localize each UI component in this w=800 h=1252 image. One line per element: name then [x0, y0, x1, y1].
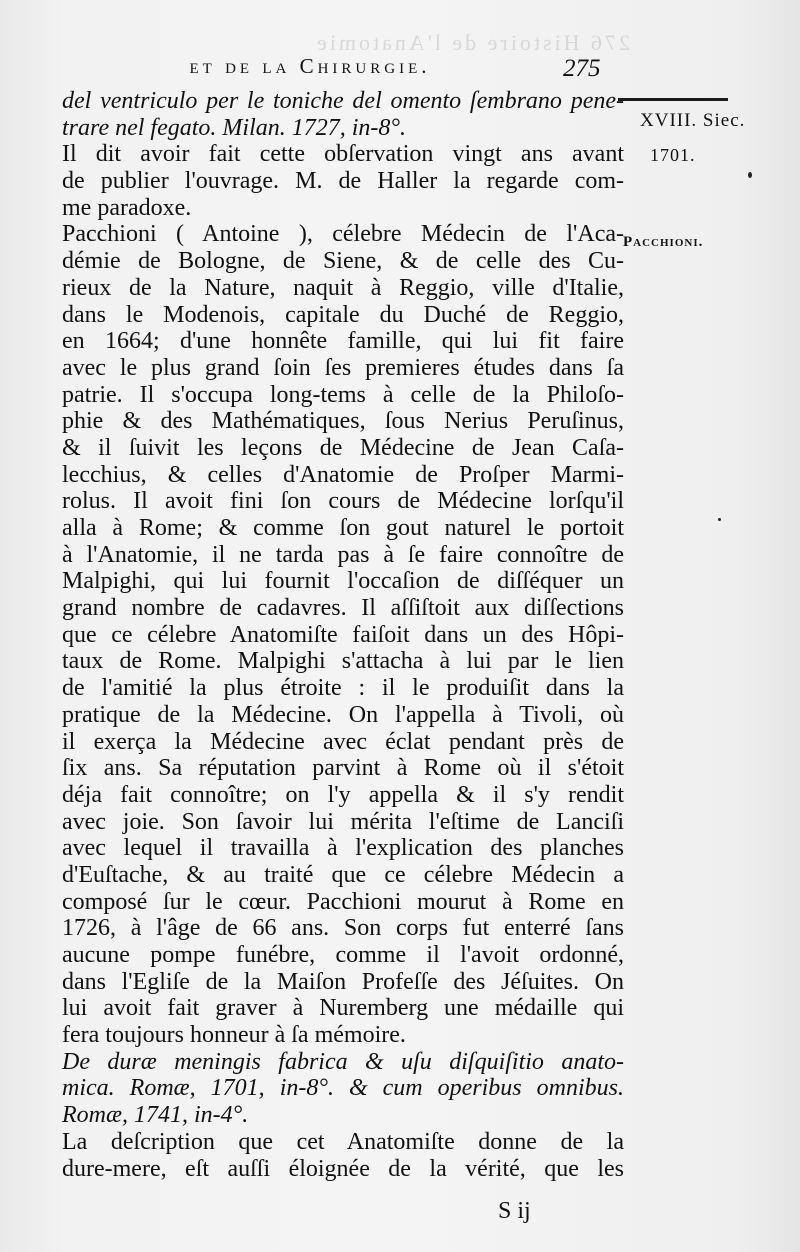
text-line: il exerça la Médecine avec éclat pendant près de	[62, 728, 624, 755]
text-line: La deſcription que cet Anatomiſte donne de la	[62, 1128, 624, 1155]
running-head-title: et de la Chirurgie.	[189, 54, 431, 78]
text-line: avec le plus grand ſoin ſes premieres études dans ſa	[62, 354, 624, 381]
text-line: avec joie. Son ſavoir lui mérita l'eſtime de Lanciſi	[62, 808, 624, 835]
text-line: trare nel fegato. Milan. 1727, in-8°.	[62, 114, 407, 141]
citation-line: De duræ meningis fabrica & uſu diſquiſitio anato-	[62, 1048, 624, 1075]
text-line: à l'Anatomie, il ne tarda pas à ſe faire connoître de	[62, 541, 624, 568]
text-line: avec lequel il travailla à l'explication des planches	[62, 835, 624, 862]
text-line: fera toujours honneur à ſa mémoire.	[62, 1022, 406, 1049]
text-line: démie de Bologne, de Siene, & de celle des Cu-	[62, 248, 624, 275]
text-line: lui avoit fait graver à Nuremberg une médaille qui	[62, 995, 624, 1022]
signature-mark: S ij	[498, 1198, 531, 1224]
text-line: Pacchioni ( Antoine ), célebre Médecin de l'Aca-	[62, 221, 624, 248]
text-line: pratique de la Médecine. On l'appella à Tivoli, où	[62, 701, 624, 728]
ink-speck	[718, 518, 721, 521]
citation-line: Romæ, 1741, in-4°.	[62, 1102, 249, 1129]
text-line: & il ſuivit les leçons de Médecine de Jean Caſa-	[62, 434, 624, 461]
text-line: Malpighi, qui lui fournit l'occaſion de diſſéquer un	[62, 568, 624, 595]
text-line: déja fait connoître; on l'y appella & il s'y rendit	[62, 781, 624, 808]
citation-line: mica. Romæ, 1701, in-8°. & cum operibus omnibus.	[62, 1075, 624, 1102]
body-text	[62, 88, 624, 1182]
text-line: rieux de la Nature, naquit à Reggio, ville d'Italie,	[62, 274, 624, 301]
text-line: en 1664; d'une honnête famille, qui lui fit faire	[62, 328, 624, 355]
text-line: rolus. Il avoit fini ſon cours de Médecine lorſqu'il	[62, 488, 624, 515]
margin-rule	[618, 98, 728, 101]
text-line: dans le Modenois, capitale du Duché de Reggio,	[62, 301, 624, 328]
text-line: alla à Rome; & comme ſon gout naturel le portoit	[62, 515, 624, 541]
text-line: grand nombre de cadavres. Il aſſiſtoit aux diſſections	[62, 595, 624, 622]
text-line: me paradoxe.	[62, 194, 192, 221]
text-line: ſix ans. Sa réputation parvint à Rome où il s'étoit	[62, 755, 624, 782]
bleed-through-text: 276 Histoire de l'Anatomie	[314, 30, 630, 55]
text-line: aucune pompe funébre, comme il l'avoit ordonné,	[62, 942, 624, 968]
text-line: del ventriculo per le toniche del omento ſembrano pene-	[62, 88, 624, 114]
text-line: de l'amitié la plus étroite : il le produiſit dans la	[62, 675, 624, 702]
text-line: que ce célebre Anatomiſte faiſoit dans un des Hôpi-	[62, 621, 624, 648]
text-line: patrie. Il s'occupa long-tems à celle de la Philoſo-	[62, 381, 624, 408]
text-line: composé ſur le cœur. Pacchioni mourut à Rome en	[62, 888, 624, 915]
text-line: 1726, à l'âge de 66 ans. Son corps fut enterré ſans	[62, 915, 624, 942]
text-line: d'Euſtache, & au traité que ce célebre Médecin a	[62, 861, 624, 888]
text-line: taux de Rome. Malpighi s'attacha à lui par le lien	[62, 648, 624, 675]
page-number: 275	[563, 55, 601, 82]
text-line: de publier l'ouvrage. M. de Haller la regarde com-	[62, 168, 624, 195]
margin-note-name: Pacchioni.	[623, 234, 704, 250]
text-line: dure-mere, eſt auſſi éloignée de la vérité, que les	[62, 1155, 624, 1182]
ink-speck	[748, 172, 752, 178]
text-line: lecchius, & celles d'Anatomie de Proſper Marmi-	[62, 461, 624, 488]
margin-note-year: 1701.	[650, 145, 696, 165]
margin-note-century: XVIII. Siec.	[640, 110, 746, 131]
text-line: Il dit avoir fait cette obſervation vingt ans avant	[62, 141, 624, 168]
text-line: phie & des Mathématiques, ſous Nerius Peruſinus,	[62, 408, 624, 435]
text-line: dans l'Egliſe de la Maiſon Profeſſe des Jéſuites. On	[62, 968, 624, 995]
